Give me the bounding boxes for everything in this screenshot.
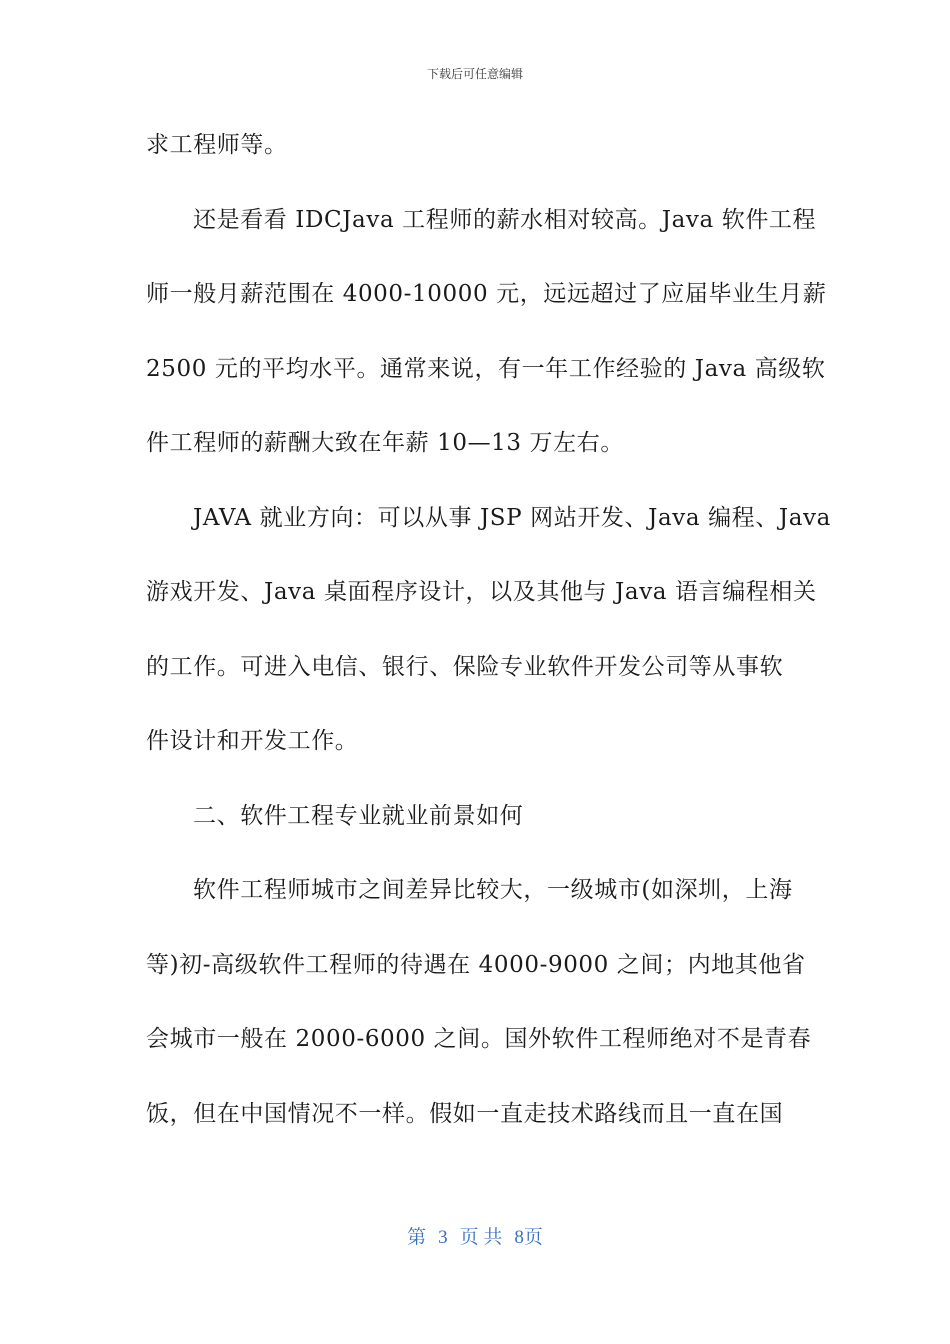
text-line: 求工程师等。 — [146, 132, 288, 158]
text-line: 等)初-高级软件工程师的待遇在 4000-9000 之间；内地其他省 — [146, 951, 806, 978]
page-footer — [0, 1226, 950, 1250]
footer-middle: 页 共 — [459, 1227, 503, 1248]
footer-prefix: 第 — [407, 1227, 427, 1248]
text-line: JAVA 就业方向：可以从事 JSP 网站开发、Java 编程、Java — [193, 504, 831, 531]
current-page-number: 3 — [438, 1227, 448, 1248]
text-line: 师一般月薪范围在 4000-10000 元，远远超过了应届毕业生月薪 — [146, 281, 827, 307]
total-pages: 8页 — [514, 1227, 543, 1248]
page-header: 下载后可任意编辑 — [426, 67, 523, 81]
text-line: 饭，但在中国情况不一样。假如一直走技术路线而且一直在国 — [146, 1100, 784, 1127]
document-body — [146, 114, 831, 1157]
section-heading: 二、软件工程专业就业前景如何 — [193, 802, 524, 829]
text-line: 的工作。可进入电信、银行、保险专业软件开发公司等从事软 — [146, 653, 784, 680]
text-line: 还是看看 IDCJava 工程师的薪水相对较高。Java 软件工程 — [193, 206, 817, 233]
text-line: 2500 元的平均水平。通常来说，有一年工作经验的 Java 高级软 — [146, 355, 826, 382]
text-line: 软件工程师城市之间差异比较大，一级城市(如深圳，上海 — [193, 877, 793, 903]
text-line: 件设计和开发工作。 — [146, 728, 359, 754]
text-line: 会城市一般在 2000-6000 之间。国外软件工程师绝对不是青春 — [146, 1026, 812, 1052]
text-line: 件工程师的薪酬大致在年薪 10—13 万左右。 — [146, 430, 624, 456]
text-line: 游戏开发、Java 桌面程序设计，以及其他与 Java 语言编程相关 — [146, 579, 817, 605]
